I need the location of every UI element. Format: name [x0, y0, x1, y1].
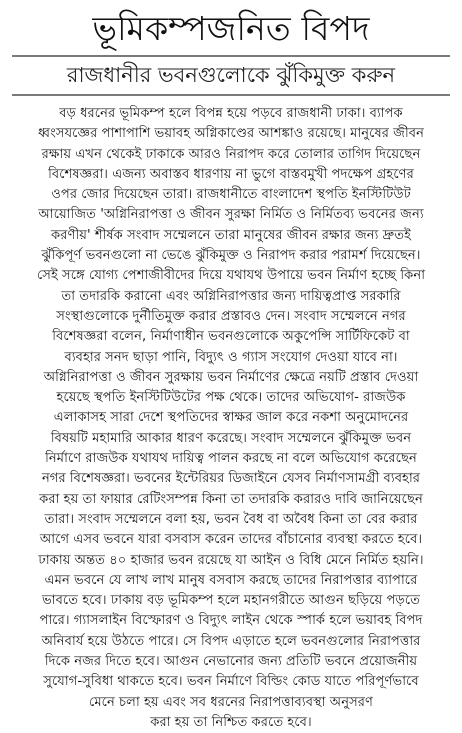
- body-line: মেনে চলা হয় এবং সব ধরনের নিরাপত্তাব্যবস্থা অনুসরণ: [88, 694, 374, 710]
- body-line: সংস্থাগুলোকে দুর্নীতিমুক্ত করার প্রস্তাবও দেন। সংবাদ সম্মেলনে নগর: [56, 308, 406, 324]
- body-line: হয়েছে স্থপতি ইনস্টিটিউটের পক্ষ থেকে। তাদের অভিযোগ- রাজউক: [56, 390, 406, 406]
- body-line: নগর বিশেষজ্ঞরা। ভবনের ইন্টেরিয়র ডিজাইনে যেসব নির্মাণসামগ্রী ব্যবহার: [41, 471, 421, 487]
- headline: ভূমিকম্পজনিত বিপদ: [92, 9, 370, 48]
- body-line: করা হয় তা নিশ্চিত করতে হবে।: [150, 714, 312, 730]
- body-line: ধ্বংসযজ্ঞের পাশাপাশি ভয়াবহ অগ্নিকাণ্ডের আশঙ্কাও রয়েছে। মানুষের জীবন: [38, 126, 424, 142]
- body-line: দিকে নজর দিতে হবে। আগুন নেভানোর জন্য প্রতিটি ভবনে প্রয়োজনীয়: [44, 654, 418, 670]
- body-line: ঢাকায় অন্তত ৪০ হাজার ভবন রয়েছে যা আইন ও বিধি মেনে নির্মিত হয়নি।: [38, 552, 424, 568]
- body-line: তারা। সংবাদ সম্মেলনে বলা হয়, ভবন বৈধ বা অবৈধ কিনা তা বের করার: [44, 511, 418, 527]
- body-line: নির্মাণে রাজউক যথাযথ দায়িত্ব পালন করছে না বলে অভিযোগ করেছেন: [45, 451, 417, 467]
- body-line: বিশেষজ্ঞরা বলেন, নির্মাণাধীন ভবনগুলোকে অকুপেন্সি সার্টিফিকেট বা: [52, 329, 410, 345]
- body-line: রক্ষায় এখন থেকেই ঢাকাকে আরও নিরাপদ করে তোলার তাগিদ দিয়েছেন: [41, 146, 421, 162]
- body-line: অগ্নিনিরাপত্তা ও জীবন সুরক্ষায় ভবন নির্মাণের ক্ষেত্রে নয়টি প্রস্তাব দেওয়া: [43, 369, 419, 385]
- body-line: ওপর জোর দিয়েছেন তারা। রাজধানীতে বাংলাদেশ স্থপতি ইনস্টিটিউট: [51, 187, 411, 203]
- body-line: তা তদারকি করানো এবং অগ্নিনিরাপত্তার জন্য দায়িত্বপ্রাপ্ত সরকারি: [61, 288, 401, 304]
- body-line: অনিবার্য হয়ে উঠতে পারে। সে বিপদ এড়াতে হলে ভবনগুলোর নিরাপত্তার: [41, 633, 421, 649]
- body-line: বড় ধরনের ভূমিকম্প হলে বিপন্ন হয়ে পড়বে রাজধানী ঢাকা। ব্যাপক: [59, 106, 403, 121]
- article-body: [10, 104, 452, 733]
- subheadline-bar: [12, 55, 450, 96]
- body-line: এমন ভবনে যে লাখ লাখ মানুষ বসবাস করছে তাদের নিরাপত্তার ব্যাপারে: [44, 572, 418, 588]
- body-line: এলাকাসহ সারা দেশে স্থপতিদের স্বাক্ষর জাল করে নকশা অনুমোদনের: [53, 410, 409, 426]
- body-line: আয়োজিত 'অগ্নিনিরাপত্তা ও জীবন সুরক্ষা নির্মিত ও নির্মিতব্য ভবনের জন্য: [38, 207, 424, 223]
- body-line: পারে। গ্যাসলাইন বিস্ফোরণ ও বিদ্যুৎ লাইন থেকে স্পার্ক হলে ভয়াবহ বিপদ: [39, 613, 423, 629]
- subheadline: রাজধানীর ভবনগুলোকে ঝুঁকিমুক্ত করুন: [66, 63, 396, 87]
- body-line: সুযোগ-সুবিধা থাকতে হবে। ভবন নির্মাণে বিল্ডিং কোড যাতে পরিপূর্ণভাবে: [43, 674, 419, 690]
- body-line: ব্যবহার সনদ ছাড়া পানি, বিদ্যুৎ ও গ্যাস সংযোগ দেওয়া যাবে না।: [64, 349, 398, 365]
- body-line: সেই সঙ্গে যোগ্য পেশাজীবীদের দিয়ে যথাযথ উপায়ে ভবন নির্মাণ হচ্ছে কিনা: [36, 268, 426, 284]
- body-line: ঝুঁকিপূর্ণ ভবনগুলো না ভেঙে ঝুঁকিমুক্ত ও নিরাপদ করার পরামর্শ দিয়েছেন।: [41, 248, 421, 264]
- body-line: বিষয়টি মহামারি আকার ধারণ করেছে। সংবাদ সম্মেলনে ঝুঁকিমুক্ত ভবন: [50, 430, 412, 446]
- body-line: আগে এসব ভবনে যারা বসবাস করেন তাদের বাঁচানোর ব্যবস্থা করতে হবে।: [39, 532, 423, 548]
- body-line: বিশেষজ্ঞরা। এজন্য অবাস্তব ধারণায় না ভুগে বাস্তবমুখী পদক্ষেপ গ্রহণের: [48, 166, 414, 182]
- body-line: করণীয়' শীর্ষক সংবাদ সম্মেলনে তারা মানুষের জীবন রক্ষার জন্য দ্রুতই: [51, 227, 411, 243]
- body-line: করা হয় তা ফায়ার রেটিংসম্পন্ন কিনা তা তদারকি করারও দাবি জানিয়েছেন: [39, 491, 423, 507]
- body-line: ভাবতে হবে। ঢাকায় বড় ভূমিকম্প হলে মহানগরীতে আগুন ছড়িয়ে পড়তে: [41, 593, 421, 609]
